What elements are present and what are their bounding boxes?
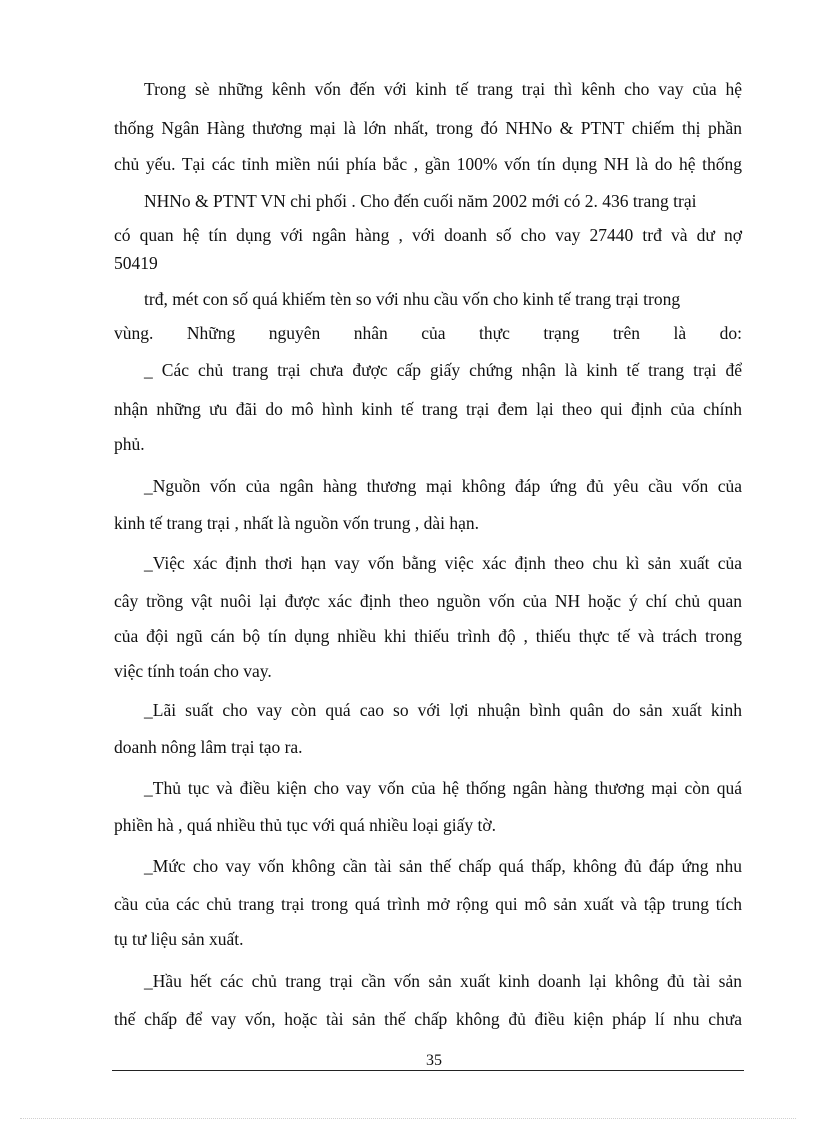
text-line: _Thủ tục và điều kiện cho vay vốn của hệ thống ngân hàng thương mại còn quá — [144, 778, 742, 798]
text-line: cầu của các chủ trang trại trong quá trình mở rộng qui mô sản xuất và tập trung tích — [114, 894, 742, 914]
text-line: _Hầu hết các chủ trang trại cần vốn sản xuất kinh doanh lại không đủ tài sản — [144, 971, 742, 991]
text-line: phủ. — [114, 434, 145, 454]
text-line: doanh nông lâm trại tạo ra. — [114, 737, 303, 757]
page-edge-dotted-line — [20, 1118, 796, 1119]
text-line: của đội ngũ cán bộ tín dụng nhiều khi thiếu trình độ , thiếu thực tế và trách trong — [114, 626, 742, 646]
footer-divider — [112, 1070, 744, 1071]
text-line: vùng. Những nguyên nhân của thực trạng trên là do: — [114, 323, 742, 343]
text-line: thế chấp để vay vốn, hoặc tài sản thế chấp không đủ điều kiện pháp lí nhu chưa — [114, 1009, 742, 1029]
text-line: _ Các chủ trang trại chưa được cấp giấy chứng nhận là kinh tế trang trại để — [144, 360, 742, 380]
page-number: 35 — [426, 1052, 442, 1069]
text-line: _Việc xác định thơi hạn vay vốn bằng việc xác định theo chu kì sản xuất của — [144, 553, 742, 573]
text-line: nhận những ưu đãi do mô hình kinh tế trang trại đem lại theo qui định của chính — [114, 399, 742, 419]
text-line: thống Ngân Hàng thương mại là lớn nhất, trong đó NHNo & PTNT chiếm thị phần — [114, 118, 742, 138]
text-line: trđ, mét con số quá khiếm tèn so với nhu cầu vốn cho kinh tế trang trại trong — [144, 289, 681, 309]
text-line: kinh tế trang trại , nhất là nguồn vốn trung , dài hạn. — [114, 513, 479, 533]
text-line: _Nguồn vốn của ngân hàng thương mại không đáp ứng đủ yêu cầu vốn của — [144, 476, 742, 496]
text-line: 50419 — [114, 253, 158, 273]
text-line: NHNo & PTNT VN chi phối . Cho đến cuối năm 2002 mới có 2. 436 trang trại — [144, 191, 697, 211]
text-line: Trong sè những kênh vốn đến với kinh tế trang trại thì kênh cho vay của hệ — [144, 79, 742, 99]
text-line: tụ tư liệu sản xuất. — [114, 929, 244, 949]
text-line: phiền hà , quá nhiều thủ tục với quá nhiều loại giấy tờ. — [114, 815, 497, 835]
text-line: cây trồng vật nuôi lại được xác định theo nguồn vốn của NH hoặc ý chí chủ quan — [114, 591, 742, 611]
text-line: _Lãi suất cho vay còn quá cao so với lợi nhuận bình quân do sản xuất kinh — [144, 700, 742, 720]
text-line: chủ yếu. Tại các tỉnh miền núi phía bắc , gần 100% vốn tín dụng NH là do hệ thống — [114, 154, 742, 174]
text-line: việc tính toán cho vay. — [114, 661, 272, 681]
text-line: có quan hệ tín dụng với ngân hàng , với doanh số cho vay 27440 trđ và dư nợ — [114, 225, 742, 245]
text-line: _Mức cho vay vốn không cần tài sản thế chấp quá thấp, không đủ đáp ứng nhu — [144, 856, 742, 876]
